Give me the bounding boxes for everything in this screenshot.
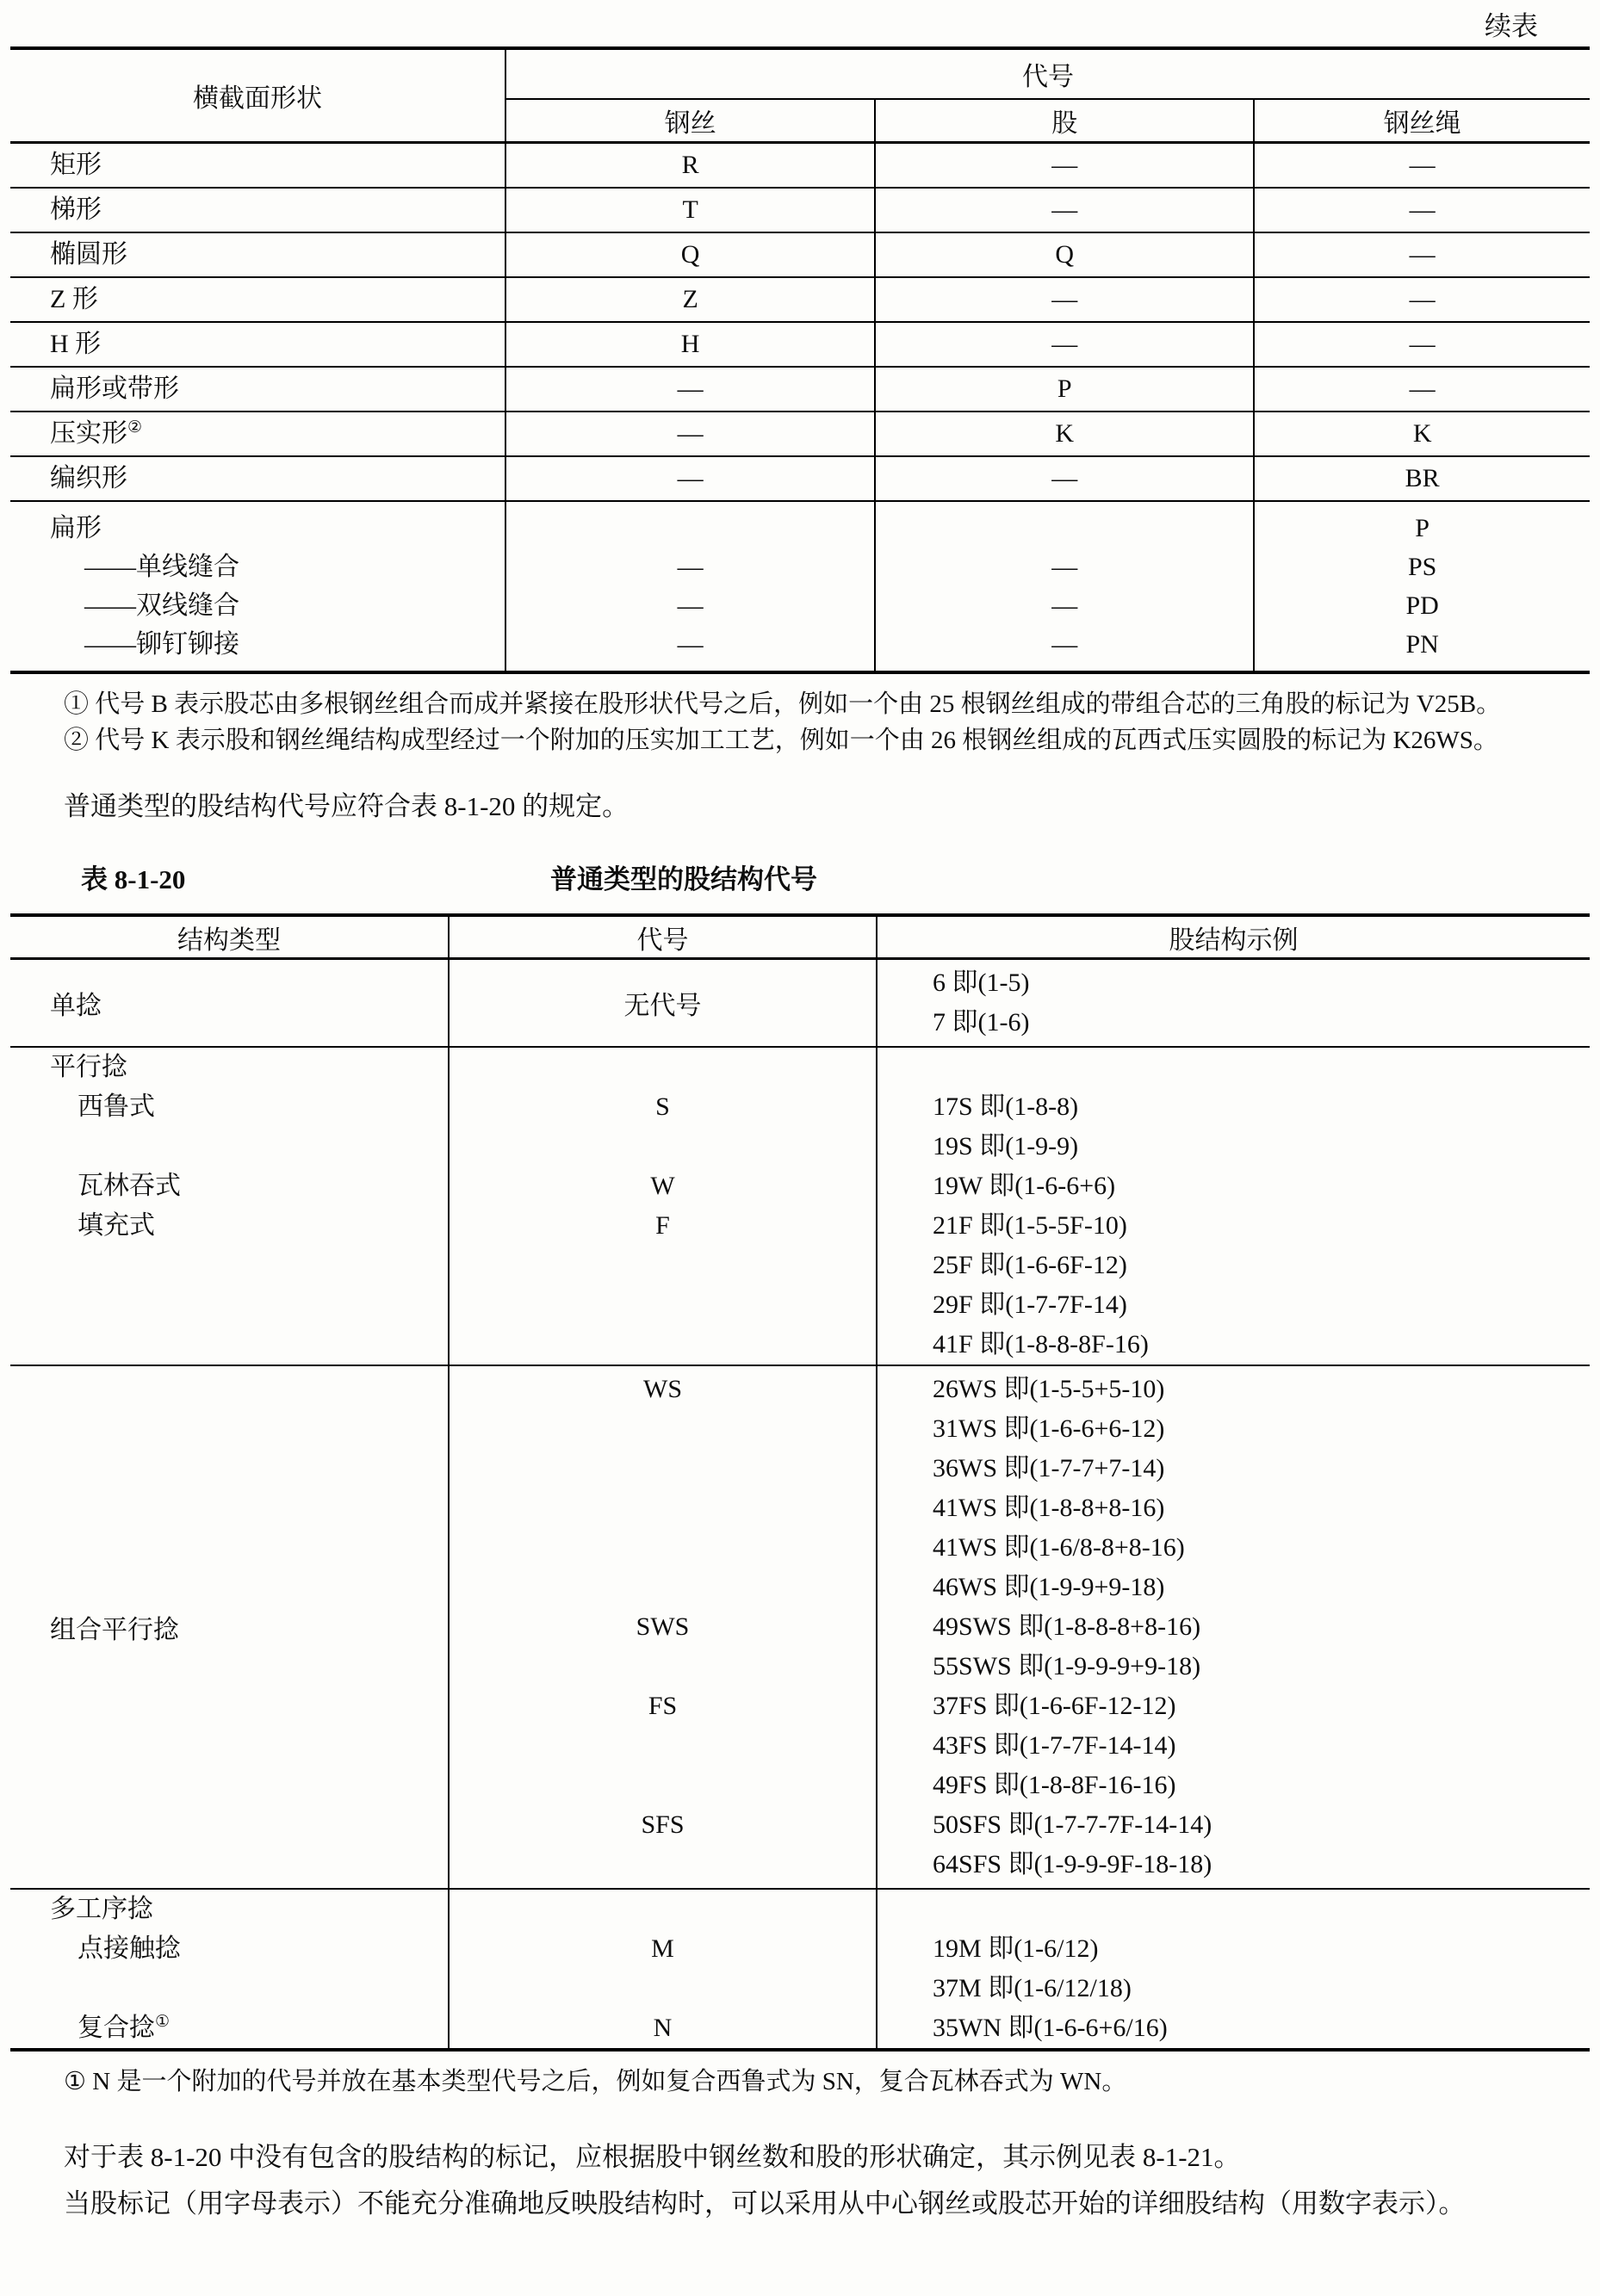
group-parallel-lay <box>10 1046 1590 1365</box>
wire-code-cell: H <box>505 323 874 366</box>
strand-code-cell: — <box>874 278 1253 321</box>
shape-label: 梯形 <box>50 195 102 224</box>
table2-footnote: ① N 是一个附加的代号并放在基本类型代号之后，例如复合西鲁式为 SN，复合瓦林吞式为 WN。 <box>64 2068 1127 2095</box>
strand-code-cell: — <box>874 457 1253 500</box>
shape-label: 椭圆形 <box>50 240 127 269</box>
table-row <box>10 144 1590 187</box>
rope-code-cell: K <box>1253 412 1590 455</box>
shape-cell <box>10 502 505 671</box>
header-rope: 钢丝绳 <box>1253 100 1590 141</box>
table-row <box>10 232 1590 276</box>
wire-code-cell: R <box>505 144 874 187</box>
code-cell: 无代号 <box>448 960 876 1046</box>
shape-sub-label: ——铆钉铆接 <box>84 630 239 659</box>
strand-code-cell: P <box>874 368 1253 411</box>
table-row <box>10 455 1590 500</box>
strand-code-cell: — <box>874 189 1253 232</box>
body-paragraph: 普通类型的股结构代号应符合表 8-1-20 的规定。 <box>64 791 629 821</box>
strand-code-cell: — <box>874 323 1253 366</box>
code-cell: F <box>448 1206 876 1246</box>
strand-code-cell: K <box>874 412 1253 455</box>
wire-code-cell: T <box>505 189 874 232</box>
strand-code-cell: — — — <box>874 502 1253 671</box>
strand-code-cell: — <box>874 144 1253 187</box>
group-multi-operation-lay <box>10 1888 1590 2048</box>
header-wire: 钢丝 <box>505 100 874 141</box>
example-cell: 19M 即(1-6/12) <box>876 1929 1590 1969</box>
header-strand: 股 <box>874 100 1253 141</box>
shape-label: 扁形 <box>50 514 102 542</box>
wire-code-cell: — — — <box>505 502 874 671</box>
header-example: 股结构示例 <box>876 917 1590 957</box>
shape-sub-label: ——双线缝合 <box>84 591 239 620</box>
table-row <box>10 366 1590 411</box>
rope-code-cell: P PS PD PN <box>1253 502 1590 671</box>
header-shape: 横截面形状 <box>193 84 323 113</box>
shape-label: 扁形或带形 <box>50 374 179 403</box>
example-cell: 21F 即(1-5-5F-10) <box>876 1206 1590 1246</box>
strand-structure-code-table <box>10 913 1590 2052</box>
wire-code-cell: Q <box>505 233 874 276</box>
structure-type-cell: 复合捻① <box>78 2013 171 2042</box>
rope-code-cell: — <box>1253 233 1590 276</box>
example-cell: 37M 即(1-6/12/18) <box>876 1969 1590 2008</box>
strand-code-cell: Q <box>874 233 1253 276</box>
structure-type-cell: 填充式 <box>78 1211 155 1240</box>
example-cell: 41F 即(1-8-8-8F-16) <box>876 1325 1590 1365</box>
example-cell: 19W 即(1-6-6+6) <box>876 1167 1590 1206</box>
example-column: 26WS 即(1-5-5+5-10) 31WS 即(1-6-6+6-12) 36WS 即(1-7-7+7-14) 41WS 即(1-8-8+8-16) 41WS 即(1-6/8-8+8-16) 46WS 即(1-9-9+9-18) 49SWS 即(1-8-8-8+8-16) 55SWS 即(1-9-9-9+9-18) 37FS 即(1-6-6F-12-12) 43FS 即(1-7-7F-14-14) 49FS 即(1-8-8F-16-16) 50SFS 即(1-7-7-7F-14-14) 64SFS 即(1-9-9-9F-18-18) <box>876 1366 1590 1888</box>
example-cell: 19S 即(1-9-9) <box>876 1127 1590 1167</box>
header-code: 代号 <box>448 917 876 957</box>
wire-code-cell: — <box>505 412 874 455</box>
table-row-flat-group <box>10 500 1590 671</box>
table-row <box>10 187 1590 232</box>
shape-cell <box>10 233 505 276</box>
shape-sub-label: ——单线缝合 <box>84 553 239 581</box>
wire-code-cell: Z <box>505 278 874 321</box>
code-cell: W <box>448 1167 876 1206</box>
footnote-2: ② 代号 K 表示股和钢丝绳结构成型经过一个附加的压实加工工艺，例如一个由 26 根钢丝组成的瓦西式压实圆股的标记为 K26WS。 <box>64 727 1498 754</box>
table-row <box>10 411 1590 455</box>
footnote-ref: ② <box>127 418 143 436</box>
table1-footnotes <box>10 686 1590 758</box>
rope-code-cell: — <box>1253 278 1590 321</box>
shape-cell <box>10 412 505 455</box>
table2-header <box>10 917 1590 960</box>
example-cell: 35WN 即(1-6-6+6/16) <box>876 2008 1590 2048</box>
body-paragraph: 当股标记（用字母表示）不能充分准确地反映股结构时，可以采用从中心钢丝或股芯开始的详细股结构（用数字表示）。 <box>64 2188 1466 2219</box>
table1-header <box>10 50 1590 144</box>
example-cell: 17S 即(1-8-8) <box>876 1087 1590 1127</box>
footnote-ref: ① <box>155 2013 171 2031</box>
shape-label: 编织形 <box>50 464 127 492</box>
structure-type-cell: 单捻 <box>50 992 102 1020</box>
structure-type-cell: 点接触捻 <box>78 1934 181 1963</box>
shape-label: H 形 <box>50 330 102 358</box>
code-column: WS SWS FS SFS <box>448 1366 876 1888</box>
table2-caption <box>10 860 1590 900</box>
cross-section-code-table <box>10 46 1590 674</box>
rope-code-cell: — <box>1253 144 1590 187</box>
rope-code-cell: BR <box>1253 457 1590 500</box>
shape-cell <box>10 144 505 187</box>
example-cell: 6 即(1-5) 7 即(1-6) <box>876 960 1590 1046</box>
shape-label: Z 形 <box>50 285 98 313</box>
group-combined-parallel-lay <box>10 1365 1590 1888</box>
example-cell: 29F 即(1-7-7F-14) <box>876 1285 1590 1325</box>
shape-cell <box>10 189 505 232</box>
rope-code-cell: — <box>1253 323 1590 366</box>
shape-cell <box>10 278 505 321</box>
code-cell: N <box>448 2008 876 2048</box>
code-cell: M <box>448 1929 876 1969</box>
shape-label: 矩形 <box>50 151 102 179</box>
wire-code-cell: — <box>505 368 874 411</box>
group-title: 多工序捻 <box>50 1895 153 1923</box>
rope-code-cell: — <box>1253 189 1590 232</box>
table-row <box>10 321 1590 366</box>
header-structure-type: 结构类型 <box>177 925 281 955</box>
shape-cell <box>10 457 505 500</box>
group-single-lay <box>10 960 1590 1046</box>
table-caption-title: 普通类型的股结构代号 <box>550 864 817 894</box>
shape-label: 压实形 <box>50 419 127 448</box>
table1-body <box>10 144 1590 671</box>
wire-code-cell: — <box>505 457 874 500</box>
code-cell: S <box>448 1087 876 1127</box>
structure-type-cell: 组合平行捻 <box>50 1616 179 1644</box>
structure-type-cell: 瓦林吞式 <box>78 1172 181 1200</box>
body-paragraph: 对于表 8-1-20 中没有包含的股结构的标记，应根据股中钢丝数和股的形状确定，其示例见表 8-1-21。 <box>64 2142 1241 2172</box>
example-cell: 25F 即(1-6-6F-12) <box>876 1246 1590 1285</box>
group-title: 平行捻 <box>50 1053 127 1081</box>
structure-type-cell: 西鲁式 <box>78 1092 155 1121</box>
continued-table-label: 续表 <box>1485 11 1538 41</box>
shape-cell <box>10 323 505 366</box>
header-code-group: 代号 <box>505 50 1590 100</box>
rope-code-cell: — <box>1253 368 1590 411</box>
shape-cell <box>10 368 505 411</box>
table-caption-number: 表 8-1-20 <box>81 864 186 894</box>
footnote-1: ① 代号 B 表示股芯由多根钢丝组合而成并紧接在股形状代号之后，例如一个由 25 根钢丝组成的带组合芯的三角股的标记为 V25B。 <box>64 690 1502 718</box>
closing-paragraphs <box>10 2134 1590 2227</box>
table-row <box>10 276 1590 321</box>
